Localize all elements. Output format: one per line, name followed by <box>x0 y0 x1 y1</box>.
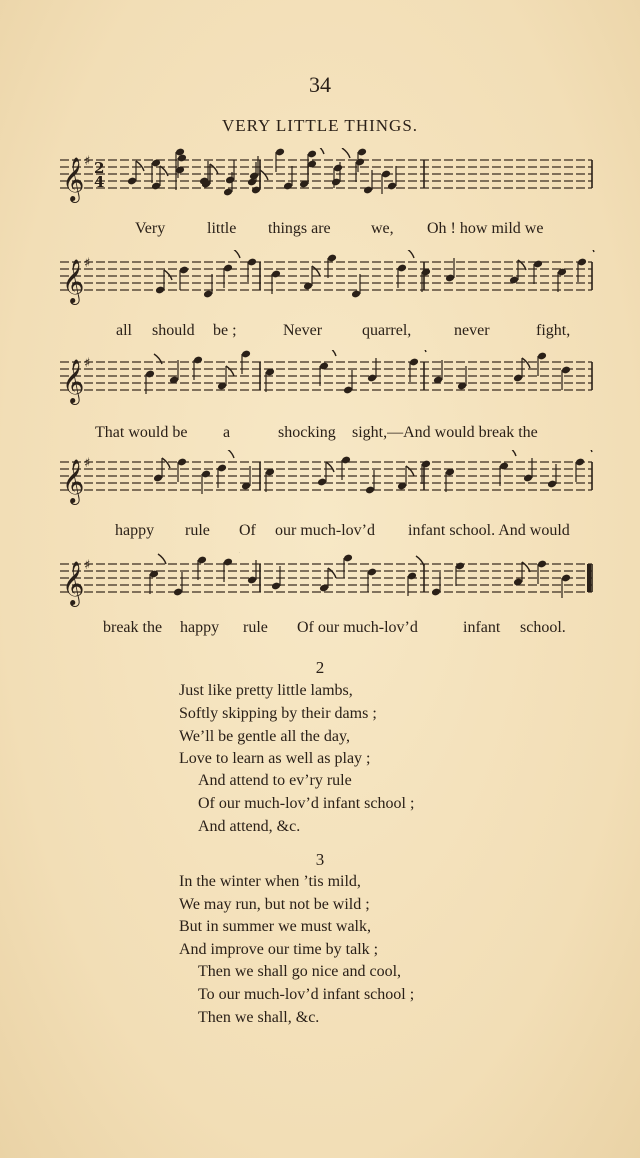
music-system-3 <box>60 350 600 450</box>
note-flag <box>162 458 170 468</box>
key-sharp: ♯ <box>84 456 91 471</box>
key-sharp: ♯ <box>84 356 91 371</box>
lyric: break the <box>103 619 163 636</box>
lyric: infant <box>463 619 501 636</box>
lyric: shocking <box>278 424 336 441</box>
note-flag <box>342 148 350 158</box>
note-flag <box>586 250 594 252</box>
song-title: VERY LITTLE THINGS. <box>221 116 419 135</box>
treble-clef: 𝄞 <box>62 359 85 403</box>
staff-1 <box>60 148 600 218</box>
lyric: be ; <box>213 322 237 339</box>
lyric: a <box>223 424 231 441</box>
note-flag <box>164 270 172 280</box>
lyric: happy <box>115 522 155 539</box>
lyric: rule <box>243 619 268 636</box>
note-flag <box>260 170 268 180</box>
lyric: school. <box>520 619 566 636</box>
verse-line: Of our much-lov’d infant school ; <box>198 795 415 812</box>
lyric: all <box>116 322 132 339</box>
verse-line: To our much-lov’d infant school ; <box>198 986 415 1003</box>
lyrics-row-2 <box>60 322 600 344</box>
verse-line: But in summer we must walk, <box>179 918 371 935</box>
key-sharp: ♯ <box>84 256 91 271</box>
lyric: should <box>152 322 195 339</box>
treble-clef: 𝄞 <box>62 157 85 201</box>
lyric: Of our much-lov’d <box>297 619 418 636</box>
verse-line: And attend to ev’ry rule <box>198 772 352 789</box>
note-flag <box>312 266 320 276</box>
note-flag <box>226 366 234 376</box>
lyrics-row-5 <box>60 619 600 641</box>
lyric: sight,—And would break the <box>352 424 538 441</box>
lyric: Of <box>239 522 256 539</box>
note-flag <box>226 450 234 458</box>
note-flag <box>232 250 240 258</box>
note-flag <box>508 450 516 456</box>
note-flag <box>328 568 336 578</box>
music-system-5 <box>60 552 600 652</box>
note-flag <box>328 350 336 356</box>
treble-clef: 𝄞 <box>62 259 85 303</box>
staff-5 <box>60 552 600 622</box>
lyric: fight, <box>536 322 571 339</box>
lyric: never <box>454 322 490 339</box>
staff-2 <box>60 250 600 320</box>
verse-line: Then we shall, &c. <box>198 1009 320 1026</box>
note-flag <box>316 148 324 154</box>
music-system-1 <box>60 148 600 248</box>
verse-line: Just like pretty little lambs, <box>179 682 353 699</box>
note-flag <box>136 161 144 171</box>
verse-line: Love to learn as well as play ; <box>179 750 371 767</box>
lyric: happy <box>180 619 220 636</box>
lyrics-row-1 <box>60 220 600 242</box>
lyrics-row-4 <box>60 522 600 544</box>
lyric: our much-lov’d <box>275 522 375 539</box>
note-flag <box>522 358 530 368</box>
note-flag <box>406 466 414 476</box>
note-flag <box>158 554 166 564</box>
note-flag <box>418 350 426 352</box>
verse-line: In the winter when ’tis mild, <box>179 873 361 890</box>
stanza-number: 2 <box>315 658 325 677</box>
verse-line: And attend, &c. <box>198 818 301 835</box>
lyrics-row-3 <box>60 424 600 446</box>
treble-clef: 𝄞 <box>62 459 85 503</box>
verse-line: We’ll be gentle all the day, <box>179 728 350 745</box>
verse-line: Then we shall go nice and cool, <box>198 963 402 980</box>
staff-3 <box>60 350 600 420</box>
lyric: little <box>207 220 237 237</box>
lyric: That would be <box>95 424 188 441</box>
final-bar-line <box>587 564 591 592</box>
lyric: Very <box>135 220 166 237</box>
key-sharp: ♯ <box>84 154 91 169</box>
time-signature-top: 2 <box>94 159 105 177</box>
lyric: rule <box>185 522 210 539</box>
note-flag <box>210 164 218 174</box>
verse-line: We may run, but not be wild ; <box>179 896 370 913</box>
verse-line: Softly skipping by their dams ; <box>179 705 377 722</box>
time-signature-bottom: 4 <box>94 173 105 191</box>
lyric: infant school. And would <box>408 522 570 539</box>
stanza-number: 3 <box>315 850 325 869</box>
music-system-4 <box>60 450 600 550</box>
lyric: quarrel, <box>362 322 412 339</box>
lyric: things are <box>268 220 331 237</box>
key-sharp: ♯ <box>84 558 91 573</box>
verse-line: And improve our time by talk ; <box>179 941 379 958</box>
staff-4 <box>60 450 600 520</box>
note-flag <box>326 462 334 472</box>
treble-clef: 𝄞 <box>62 561 85 605</box>
lyric: Oh ! how mild we <box>427 220 544 237</box>
page-number: 34 <box>309 72 331 97</box>
music-system-2 <box>60 250 600 350</box>
lyric: we, <box>371 220 394 237</box>
note-flag <box>406 250 414 258</box>
lyric: Never <box>283 322 323 339</box>
note-flag <box>584 450 592 452</box>
